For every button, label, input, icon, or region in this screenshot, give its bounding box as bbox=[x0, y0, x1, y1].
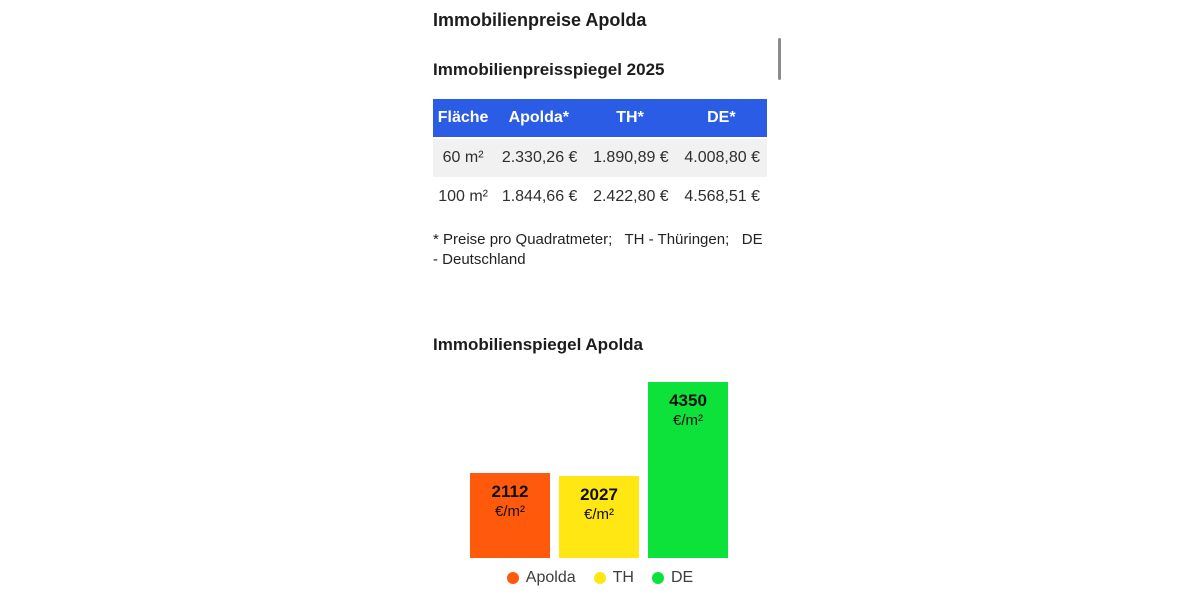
legend-item-th bbox=[594, 569, 634, 587]
bar-unit-label: €/m² bbox=[495, 503, 525, 520]
cell-de-price: 4.008,80 € bbox=[684, 149, 760, 166]
table-footnote: * Preise pro Quadratmeter; TH - Thüringen; DE - Deutschland bbox=[433, 231, 767, 268]
legend-label: Apolda bbox=[525, 569, 576, 586]
legend-dot-icon bbox=[507, 572, 519, 584]
bar-value-label: 2112 bbox=[491, 482, 529, 501]
immobilien-widget bbox=[433, 0, 767, 587]
table-row bbox=[433, 177, 767, 216]
legend-dot-icon bbox=[594, 572, 606, 584]
cell-apolda-price: 1.844,66 € bbox=[501, 187, 578, 205]
bar-value-label: 4350 bbox=[669, 391, 707, 410]
price-table bbox=[433, 99, 767, 216]
page-title: Immobilienpreise Apolda bbox=[433, 10, 647, 30]
bar-de bbox=[648, 382, 728, 558]
legend-label: TH bbox=[612, 569, 634, 586]
column-header-de: DE* bbox=[676, 99, 767, 138]
column-header-th: TH* bbox=[584, 99, 675, 138]
bar-chart bbox=[433, 382, 767, 558]
scrollbar-thumb[interactable] bbox=[778, 38, 781, 80]
legend-label: DE bbox=[670, 569, 694, 586]
chart-legend bbox=[433, 569, 767, 587]
chart-title: Immobilienspiegel Apolda bbox=[433, 335, 644, 354]
bar-th bbox=[559, 476, 639, 558]
column-header-flaeche: Fläche bbox=[433, 99, 493, 138]
table-row bbox=[433, 138, 767, 177]
cell-flaeche: 60 m² bbox=[442, 149, 484, 166]
cell-apolda-price: 2.330,26 € bbox=[501, 149, 578, 166]
cell-th-price: 1.890,89 € bbox=[593, 149, 669, 166]
legend-item-de bbox=[652, 569, 693, 587]
column-header-apolda: Apolda* bbox=[493, 99, 584, 138]
cell-de-price: 4.568,51 € bbox=[684, 187, 760, 205]
bar-value-label: 2027 bbox=[580, 485, 618, 504]
bar-unit-label: €/m² bbox=[584, 506, 614, 523]
bar-apolda bbox=[470, 473, 550, 558]
legend-item-apolda bbox=[507, 569, 576, 587]
section-title-preisspiegel: Immobilienpreisspiegel 2025 bbox=[433, 60, 665, 79]
table-header-row bbox=[433, 99, 767, 138]
bar-unit-label: €/m² bbox=[673, 412, 703, 429]
price-table-header bbox=[433, 99, 767, 138]
legend-dot-icon bbox=[652, 572, 664, 584]
cell-flaeche: 100 m² bbox=[438, 187, 488, 205]
cell-th-price: 2.422,80 € bbox=[593, 187, 669, 205]
